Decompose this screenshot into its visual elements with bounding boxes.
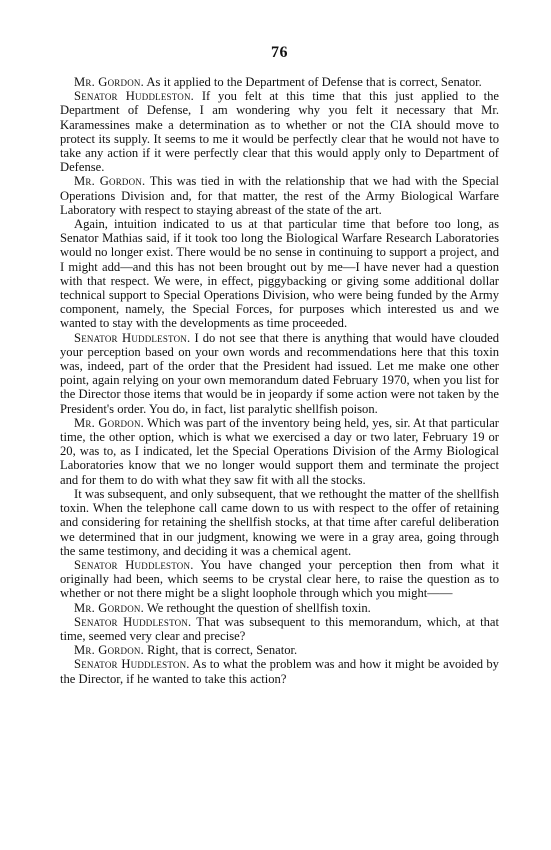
speaker-name: Mr. Gordon. bbox=[74, 600, 144, 615]
speaker-name: Mr. Gordon. bbox=[74, 174, 146, 189]
speaker-name: Senator Huddleston. bbox=[74, 657, 190, 672]
paragraph bbox=[60, 558, 499, 601]
paragraph bbox=[60, 331, 499, 416]
speaker-name: Senator Huddleston. bbox=[74, 557, 194, 572]
speaker-name: Mr. Gordon. bbox=[74, 415, 144, 430]
paragraph-text: Again, intuition indicated to us at that particular time that before too long, as Senator Mathias said, if it took too long the Biological Warfare Research Laboratories would no longer exist. There would be no sense in continuing to support a project, and I might add—and this has not been brought out by me—I have never had a question with that respect. We were, in effect, piggybacking or giving some additional dollar technical support to Special Operations Division, who were being funded by the Army component, namely, the Special Forces, for purposes which interested us and we wanted to stay with the developments as time proceeded. bbox=[60, 217, 499, 331]
speaker-name: Senator Huddleston. bbox=[74, 330, 191, 345]
paragraph-text: This was tied in with the relationship that we had with the Special Operations Division and, for that matter, the rest of the Army Biological Warfare Laboratory with respect to staying abreast of the state of the art. bbox=[60, 174, 500, 217]
paragraph-text: That was subsequent to this memorandum, which, at that time, seemed very clear and precise? bbox=[60, 614, 499, 643]
paragraph-text: As it applied to the Department of Defense that is correct, Senator. bbox=[146, 75, 482, 89]
paragraph-text: Which was part of the inventory being held, yes, sir. At that particular time, the other option, which is what we exercised a day or two later, February 19 or 20, was to, as I indicated, let the Special Operations Division of the Army Biological Laboratories know that we no longer would support them and terminate the project and for them to do with what they saw fit with all the stocks. bbox=[60, 415, 499, 487]
paragraph-text: We rethought the question of shellfish toxin. bbox=[146, 600, 371, 615]
paragraph-text: As to what the problem was and how it might be avoided by the Director, if he wanted to take this action? bbox=[60, 657, 499, 686]
paragraph bbox=[60, 615, 499, 643]
paragraph bbox=[60, 89, 499, 174]
paragraph-text: You have changed your perception then from what it originally had been, which seems to be crystal clear here, to raise the question as to whether or not there might be a slight loophole through which you might—— bbox=[60, 557, 499, 601]
speaker-name: Senator Huddleston. bbox=[74, 614, 192, 629]
page-number: 76 bbox=[271, 44, 288, 61]
transcript-body bbox=[60, 75, 499, 686]
paragraph bbox=[60, 487, 499, 558]
paragraph-text: Right, that is correct, Senator. bbox=[147, 643, 298, 658]
paragraph-text: It was subsequent, and only subsequent, that we rethought the matter of the shellfish toxin. When the telephone call came down to us with respect to the offer of retaining and considering for retaining the shellfish stocks, at that time after careful deliberation we determined that in our judgment, knowing we were in a gray area, going through the same testimony, and deciding it was a chemical agent. bbox=[60, 486, 499, 558]
paragraph bbox=[60, 217, 499, 331]
paragraph bbox=[60, 174, 499, 217]
paragraph bbox=[60, 657, 499, 685]
speaker-name: Senator Huddleston. bbox=[74, 89, 195, 104]
paragraph bbox=[60, 75, 499, 89]
speaker-name: Mr. Gordon. bbox=[74, 75, 144, 89]
paragraph bbox=[60, 643, 499, 657]
paragraph bbox=[60, 416, 499, 487]
speaker-name: Mr. Gordon. bbox=[74, 643, 144, 658]
paragraph-text: If you felt at this time that this just applied to the Department of Defense, I am wondering why you felt it necessary that Mr. Karamessines make a determination as to whether or not the CIA should move to protect its supply. It seems to me it would be perfectly clear that he would not have to take any action if it were perfectly clear that this would apply only to Department of Defense. bbox=[60, 89, 499, 175]
paragraph-text: I do not see that there is anything that would have clouded your perception based on your own words and recommendations here that this toxin was, indeed, part of the order that the President had issued. Let me make one other point, again relying on your own memorandum dated February 1970, when you list for the Director those items that would be in jeopardy if some action were not taken by the President's order. You do, in fact, list paralytic shellfish poison. bbox=[60, 330, 499, 416]
paragraph bbox=[60, 601, 499, 615]
